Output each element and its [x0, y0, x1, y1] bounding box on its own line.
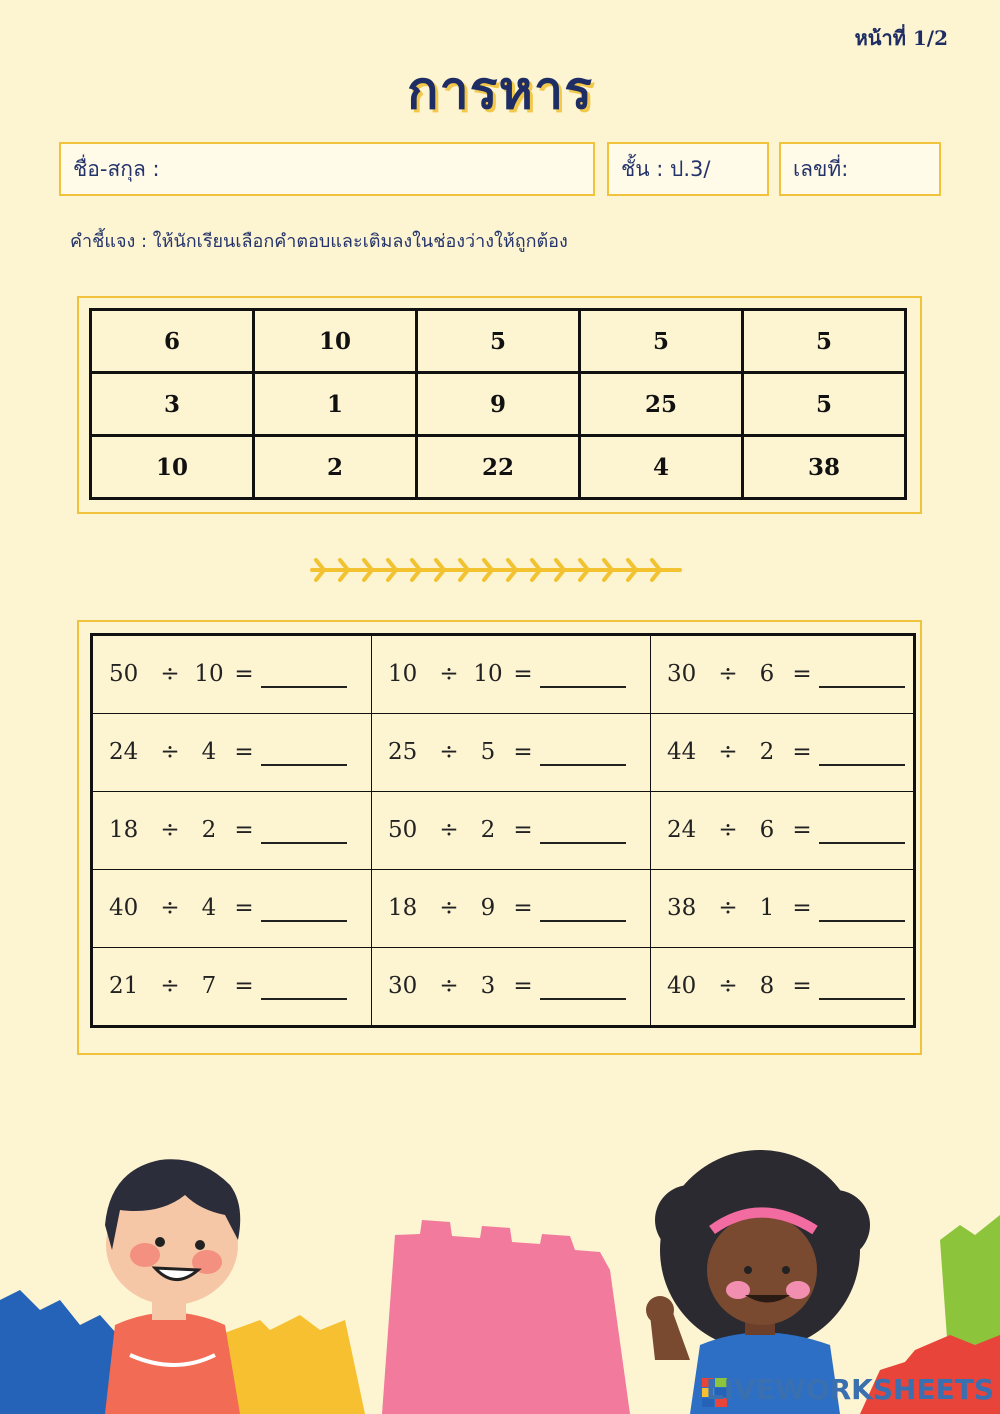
answer-blank[interactable] [540, 896, 626, 922]
answer-blank[interactable] [819, 974, 905, 1000]
divisor: 7 [201, 973, 217, 999]
division-problem [372, 870, 651, 948]
answer-cell: 10 [254, 310, 417, 373]
class-field[interactable] [607, 142, 769, 196]
division-problem [651, 948, 915, 1027]
boy-character [105, 1159, 240, 1414]
divisor: 2 [480, 817, 496, 843]
answer-cell: 25 [580, 373, 743, 436]
dividend: 50 [388, 817, 418, 843]
answer-blank[interactable] [540, 740, 626, 766]
dividend: 40 [109, 895, 139, 921]
answer-cell: 5 [417, 310, 580, 373]
equals-sign: = [513, 895, 533, 921]
equals-sign: = [234, 895, 254, 921]
answer-cell: 3 [91, 373, 254, 436]
pink-block [382, 1220, 630, 1414]
divide-sign: ÷ [718, 817, 738, 843]
division-problem [372, 792, 651, 870]
answer-blank[interactable] [819, 740, 905, 766]
dividend: 50 [109, 661, 139, 687]
answer-cell: 4 [580, 436, 743, 499]
divisor: 1 [759, 895, 775, 921]
answer-blank[interactable] [261, 818, 347, 844]
problem-row [92, 792, 915, 870]
division-problem [372, 635, 651, 714]
division-problem [92, 635, 372, 714]
divisor: 10 [194, 661, 224, 687]
equals-sign: = [234, 817, 254, 843]
divide-sign: ÷ [439, 739, 459, 765]
division-problem [651, 792, 915, 870]
equals-sign: = [513, 739, 533, 765]
dividend: 21 [109, 973, 139, 999]
answer-row [91, 310, 906, 373]
divide-sign: ÷ [439, 973, 459, 999]
dividend: 24 [109, 739, 139, 765]
answer-cell: 6 [91, 310, 254, 373]
answer-cell: 2 [254, 436, 417, 499]
kids-illustration [0, 1130, 1000, 1414]
answer-cell: 22 [417, 436, 580, 499]
dividend: 24 [667, 817, 697, 843]
equals-sign: = [792, 973, 812, 999]
problem-row [92, 635, 915, 714]
name-label: ชื่อ-สกุล : [73, 156, 160, 181]
dividend: 40 [667, 973, 697, 999]
equals-sign: = [234, 739, 254, 765]
divisor: 6 [759, 661, 775, 687]
divide-sign: ÷ [160, 895, 180, 921]
dividend: 38 [667, 895, 697, 921]
division-problem [92, 948, 372, 1027]
division-problem [92, 792, 372, 870]
equals-sign: = [792, 817, 812, 843]
problem-row [92, 948, 915, 1027]
class-label: ชั้น : ป.3/ [621, 156, 711, 181]
divide-sign: ÷ [160, 817, 180, 843]
answer-row [91, 436, 906, 499]
division-problem [651, 714, 915, 792]
divide-sign: ÷ [718, 739, 738, 765]
answer-cell: 38 [743, 436, 906, 499]
watermark: LIVEWORKSHEETS [705, 1373, 994, 1406]
divisor: 2 [759, 739, 775, 765]
divide-sign: ÷ [718, 895, 738, 921]
divisor: 4 [201, 739, 217, 765]
divisor: 3 [480, 973, 496, 999]
equals-sign: = [792, 739, 812, 765]
page-number: หน้าที่ 1/2 [854, 26, 948, 50]
answer-blank[interactable] [540, 662, 626, 688]
divisor: 2 [201, 817, 217, 843]
dividend: 30 [667, 661, 697, 687]
divisor: 6 [759, 817, 775, 843]
divide-sign: ÷ [160, 661, 180, 687]
division-problem [651, 870, 915, 948]
divide-sign: ÷ [439, 661, 459, 687]
equals-sign: = [792, 661, 812, 687]
division-problem [372, 714, 651, 792]
divide-sign: ÷ [160, 973, 180, 999]
division-problem [92, 870, 372, 948]
divide-sign: ÷ [718, 973, 738, 999]
dividend: 18 [109, 817, 139, 843]
divide-sign: ÷ [160, 739, 180, 765]
answer-cell: 10 [91, 436, 254, 499]
division-problem [92, 714, 372, 792]
equals-sign: = [792, 895, 812, 921]
problem-row [92, 870, 915, 948]
answer-cell: 9 [417, 373, 580, 436]
answer-blank[interactable] [540, 818, 626, 844]
divisor: 5 [480, 739, 496, 765]
answer-blank[interactable] [819, 818, 905, 844]
divisor: 4 [201, 895, 217, 921]
answer-blank[interactable] [261, 662, 347, 688]
answer-blank[interactable] [261, 740, 347, 766]
name-field[interactable] [59, 142, 595, 196]
dividend: 44 [667, 739, 697, 765]
answer-blank[interactable] [819, 896, 905, 922]
dividend: 30 [388, 973, 418, 999]
division-problem [372, 948, 651, 1027]
dividend: 18 [388, 895, 418, 921]
arrow-divider [308, 552, 688, 588]
divide-sign: ÷ [718, 661, 738, 687]
dividend: 10 [388, 661, 418, 687]
divisor: 10 [473, 661, 503, 687]
answer-blank[interactable] [261, 974, 347, 1000]
number-field[interactable] [779, 142, 941, 196]
divisor: 8 [759, 973, 775, 999]
answer-row [91, 373, 906, 436]
answer-cell: 5 [743, 310, 906, 373]
answer-cell: 1 [254, 373, 417, 436]
divide-sign: ÷ [439, 895, 459, 921]
page-title: การหาร [406, 61, 594, 121]
answer-blank[interactable] [540, 974, 626, 1000]
answer-bank-table [89, 308, 907, 500]
answer-blank[interactable] [261, 896, 347, 922]
answer-cell: 5 [743, 373, 906, 436]
answer-blank[interactable] [819, 662, 905, 688]
problem-row [92, 714, 915, 792]
number-label: เลขที่: [793, 156, 849, 181]
divide-sign: ÷ [439, 817, 459, 843]
instructions: คำชี้แจง : ให้นักเรียนเลือกคำตอบและเติมลงในช่องว่างให้ถูกต้อง [70, 231, 568, 252]
problems-table [90, 633, 916, 1028]
divisor: 9 [480, 895, 496, 921]
equals-sign: = [513, 973, 533, 999]
answer-cell: 5 [580, 310, 743, 373]
equals-sign: = [234, 661, 254, 687]
equals-sign: = [513, 661, 533, 687]
division-problem [651, 635, 915, 714]
dividend: 25 [388, 739, 418, 765]
equals-sign: = [513, 817, 533, 843]
equals-sign: = [234, 973, 254, 999]
